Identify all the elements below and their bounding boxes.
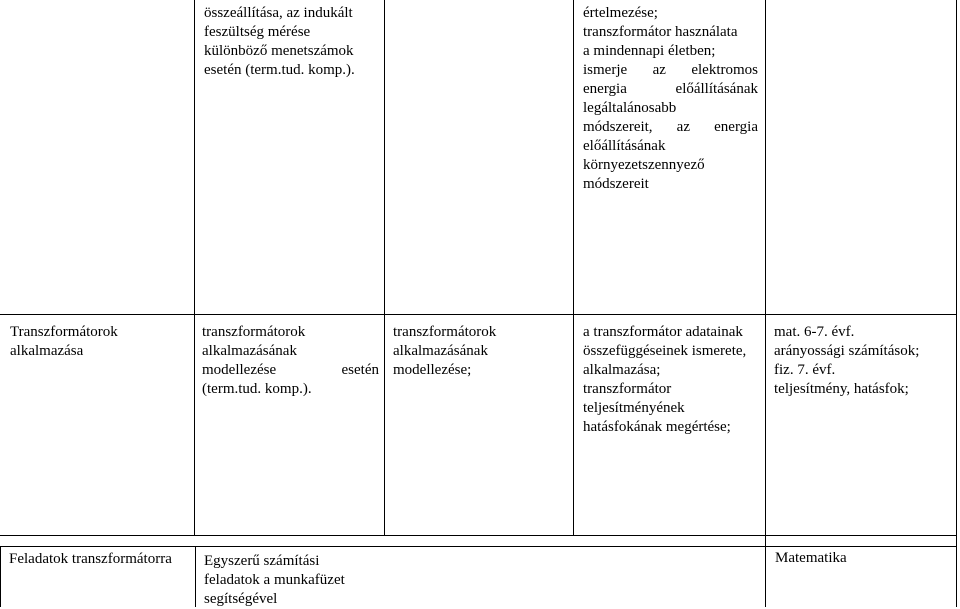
row1-col3-cell: [583, 4, 759, 194]
row2-activity-cell: [202, 323, 379, 399]
row2-links-cell: mat. 6-7. évf. arányossági számítások; fiz. 7. évf. teljesítmény, hatásfok;: [774, 324, 920, 397]
row3-activity-cell: Egyszerű számítási feladatok a munkafüzet segítségével: [204, 553, 345, 607]
table-border: [956, 0, 957, 607]
table-border: [195, 546, 196, 607]
table-border: [194, 0, 195, 536]
text-line: környezetszennyező: [583, 157, 705, 173]
text-line: módszereit, az energia: [583, 119, 758, 135]
text-line: előállításának: [583, 138, 666, 154]
table-border: [573, 0, 574, 536]
row2-topic-cell: Transzformátorok alkalmazása: [10, 324, 118, 359]
table-border: [0, 546, 957, 547]
text-line: (term.tud. komp.).: [202, 381, 312, 397]
text-line: modellezése esetén: [202, 362, 379, 378]
table-border: [0, 535, 957, 536]
table-border: [765, 0, 766, 607]
text-line: értelmezése;: [583, 5, 658, 21]
row2-goal-cell: transzformátorok alkalmazásának modellezése;: [393, 324, 497, 378]
row1-col1-cell: összeállítása, az indukált feszültség mérése különböző menetszámok esetén (term.tud. komp.).: [204, 5, 355, 78]
row2-requirements-cell: a transzformátor adatainak összefüggéseinek ismerete, alkalmazása; transzformátor teljesítményének hatásfokának megértése;: [583, 324, 747, 435]
text-line: módszereit: [583, 176, 649, 192]
table-border: [0, 314, 957, 315]
text-line: transzformátorok: [202, 324, 306, 340]
text-line: transzformátor használata: [583, 24, 738, 40]
text-line: legáltalánosabb: [583, 100, 677, 116]
text-line: a mindennapi életben;: [583, 43, 716, 59]
text-line: energia előállításának: [583, 81, 758, 97]
text-line: ismerje az elektromos: [583, 62, 758, 78]
table-border: [0, 546, 1, 607]
text-line: alkalmazásának: [202, 343, 297, 359]
row3-links-cell: Matematika: [775, 550, 847, 566]
row3-topic-cell: Feladatok transzformátorra: [9, 551, 172, 567]
table-border: [384, 0, 385, 536]
